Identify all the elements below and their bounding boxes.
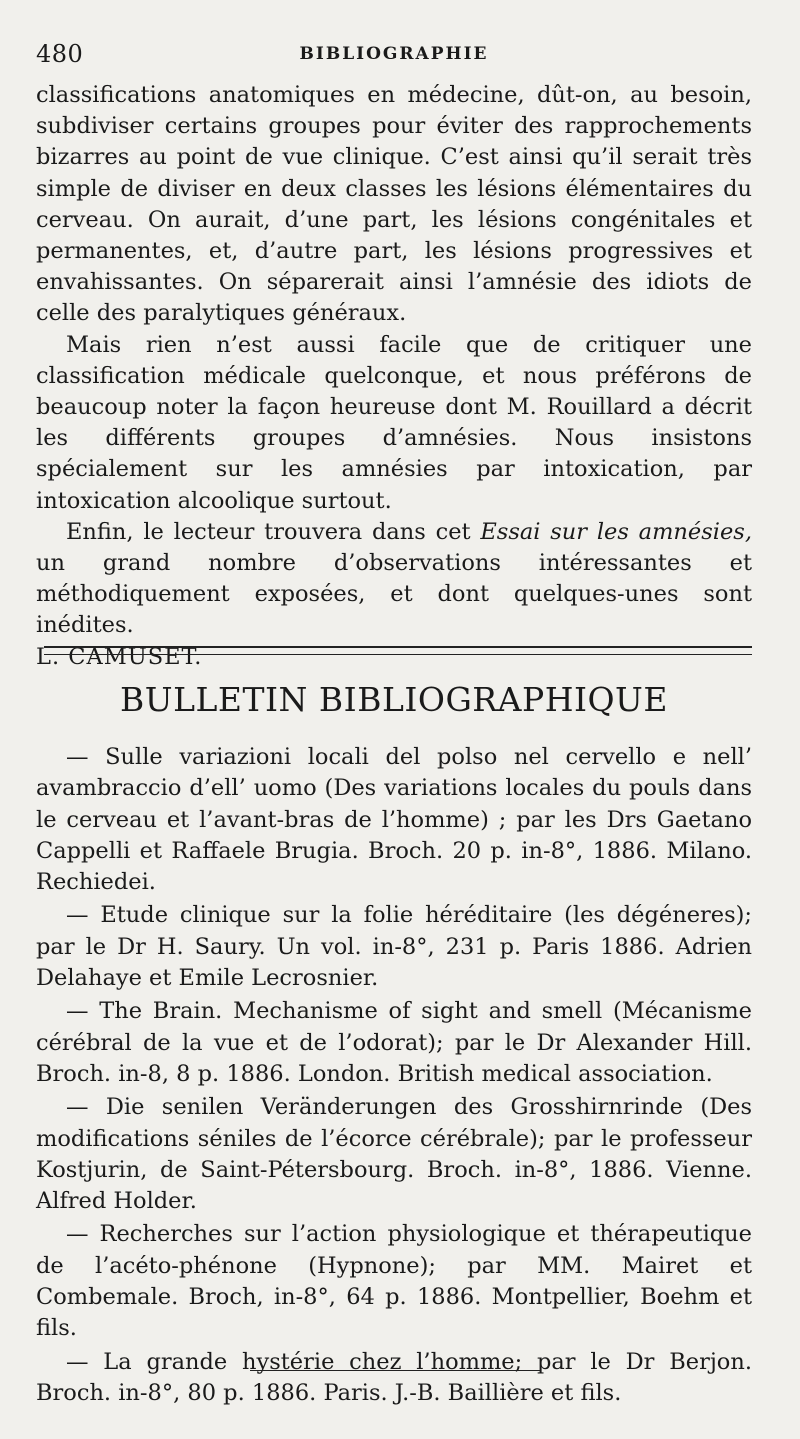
bulletin-title: BULLETIN BIBLIOGRAPHIQUE <box>120 680 668 719</box>
end-rule <box>250 1370 540 1371</box>
review-signature: L. CAMUSET. <box>36 643 203 670</box>
review-paragraph <box>36 517 752 642</box>
review-paragraph: Mais rien n’est aussi facile que de critiquer une classification médicale quelconque, et nous préférons de beaucoup noter la façon heureuse dont M. Rouillard a décrit les différents groupes d’amnésies. Nous insistons spécialement sur les amnésies par intoxication, par intoxication alcoolique surtout. <box>36 331 752 514</box>
book-title: Essai sur les amnésies, <box>480 518 752 545</box>
review-text <box>36 80 752 673</box>
running-head: BIBLIOGRAPHIE <box>299 44 489 64</box>
section-divider <box>44 646 752 655</box>
bulletin-entry: — La grande hystérie chez l’homme; par le Dr Berjon. Broch. in-8°, 80 p. 1886. Paris. J.-B. Baillière et fils. <box>36 1348 752 1406</box>
bulletin-entry: — Recherches sur l’action physiologique et thérapeutique de l’acéto-phénone (Hypnone); par MM. Mairet et Combemale. Broch, in-8°, 64 p. 1886. Montpellier, Boehm et fils. <box>36 1221 752 1342</box>
bulletin-entry: — Sulle variazioni locali del polso nel cervello e nell’ avambraccio d’ell’ uomo (Des variations locales du pouls dans le cerveau et l’avant-bras de l’homme) ; par les Drs Gaetano Cappelli et Raffaele Brugia. Broch. 20 p. in-8°, 1886. Milano. Rechiedei. <box>36 744 752 896</box>
bulletin-entry: — Die senilen Veränderungen des Grosshirnrinde (Des modifications séniles de l’écorce cérébrale); par le professeur Kostjurin, de Saint-Pétersbourg. Broch. in-8°, 1886. Vienne. Alfred Holder. <box>36 1094 752 1215</box>
bulletin-entry: — The Brain. Mechanisme of sight and smell (Mécanisme cérébral de la vue et de l’odorat); par le Dr Alexander Hill. Broch. in-8, 8 p. 1886. London. British medical association. <box>36 998 752 1087</box>
paragraph-text: Enfin, le lecteur trouvera dans cet <box>66 518 481 545</box>
bulletin-entry: — Etude clinique sur la folie héréditaire (les dégéneres); par le Dr H. Saury. Un vol. in-8°, 231 p. Paris 1886. Adrien Delahaye et Emile Lecrosnier. <box>36 902 752 992</box>
page-header <box>36 40 752 74</box>
review-paragraph: classifications anatomiques en médecine, dût-on, au besoin, subdiviser certains groupes pour éviter des rapprochements bizarres au point de vue clinique. C’est ainsi qu’il serait très simple de diviser en deux classes les lésions élémentaires du cerveau. On aurait, d’une part, les lésions congénitales et permanentes, et, d’autre part, les lésions progressives et envahissantes. On séparerait ainsi l’amnésie des idiots de celle des paralytiques généraux. <box>36 82 752 327</box>
paragraph-text: un grand nombre d’observations intéressantes et méthodiquement exposées, et dont quelques-unes sont inédites. <box>36 550 752 639</box>
page-number: 480 <box>36 40 84 68</box>
bulletin-list <box>36 742 752 1411</box>
